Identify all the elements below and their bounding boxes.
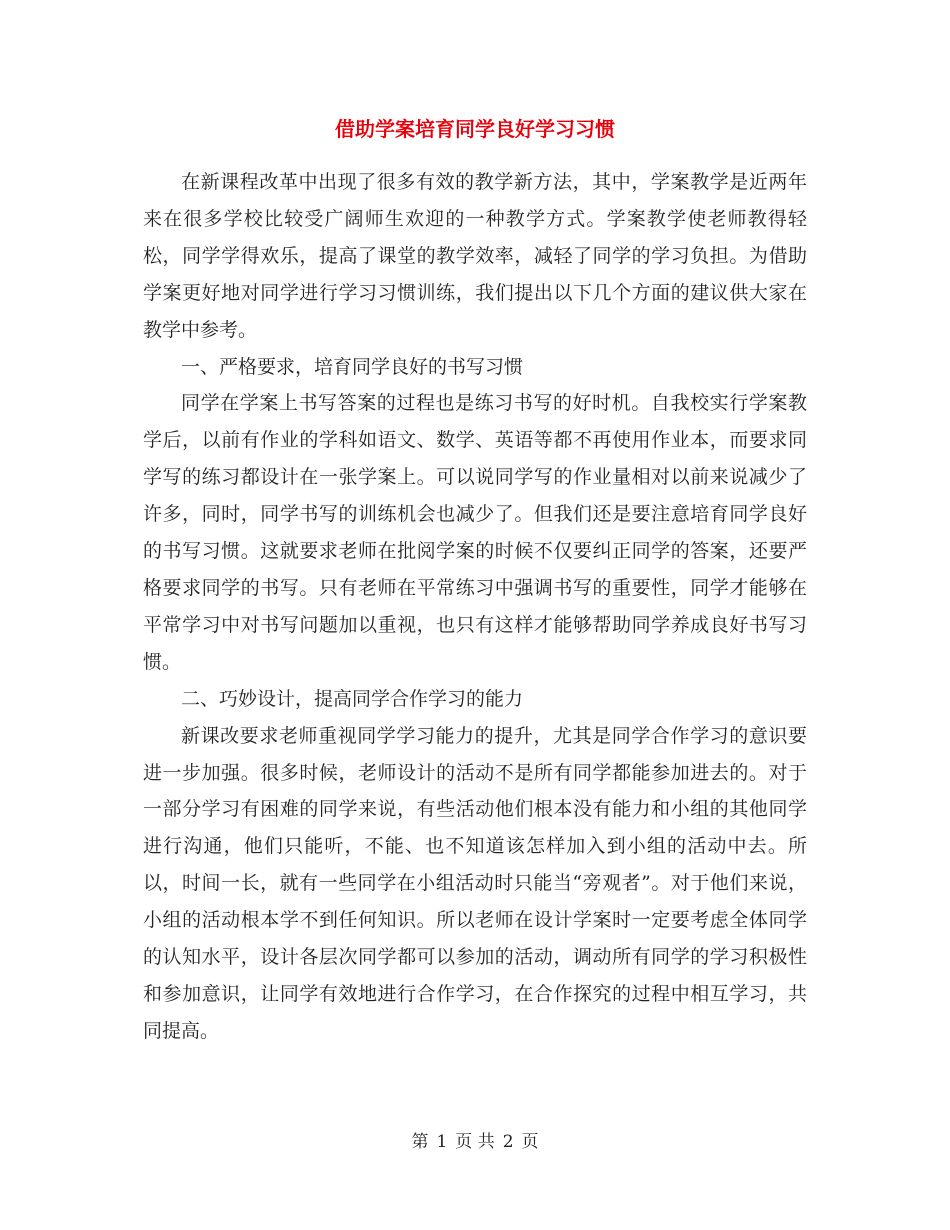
paragraph-section-1: 同学在学案上书写答案的过程也是练习书写的好时机。自我校实行学案教学后，以前有作业的学科如语文、数学、英语等都不再使用作业本，而要求同学写的练习都设计在一张学案上。可以说同学写的作业量相对以前来说减少了许多，同时，同学书写的训练机会也减少了。但我们还是要注意培育同学良好的书写习惯。这就要求老师在批阅学案的时候不仅要纠正同学的答案，还要严格要求同学的书写。只有老师在平常练习中强调书写的重要性，同学才能够在平常学习中对书写问题加以重视，也只有这样才能够帮助同学养成良好书写习惯。: [143, 392, 807, 673]
section-heading-1: 一、严格要求，培育同学良好的书写习惯: [181, 355, 524, 378]
footer-page-number: 1: [436, 1132, 448, 1152]
footer-prefix: 第: [411, 1132, 429, 1152]
footer-total-pages: 2: [502, 1132, 514, 1152]
page-footer: [0, 1128, 950, 1156]
section-heading-2: 二、巧妙设计，提高同学合作学习的能力: [181, 687, 524, 710]
paragraph-intro: 在新课程改革中出现了很多有效的教学新方法，其中，学案教学是近两年来在很多学校比较受广阔师生欢迎的一种教学方式。学案教学使老师教得轻松，同学学得欢乐，提高了课堂的教学效率，减轻了同学的学习负担。为借助学案更好地对同学进行学习习惯训练，我们提出以下几个方面的建议供大家在教学中参考。: [143, 171, 807, 341]
paragraph-section-2: 新课改要求老师重视同学学习能力的提升，尤其是同学合作学习的意识要进一步加强。很多时候，老师设计的活动不是所有同学都能参加进去的。对于一部分学习有困难的同学来说，有些活动他们根本没有能力和小组的其他同学进行沟通，他们只能听，不能、也不知道该怎样加入到小组的活动中去。所以，时间一长，就有一些同学在小组活动时只能当“旁观者”。对于他们来说，小组的活动根本学不到任何知识。所以老师在设计学案时一定要考虑全体同学的认知水平，设计各层次同学都可以参加的活动，调动所有同学的学习积极性和参加意识，让同学有效地进行合作学习，在合作探究的过程中相互学习，共同提高。: [143, 724, 807, 1042]
document-body: [143, 164, 807, 1050]
footer-middle: 页 共: [455, 1132, 495, 1152]
document-title: 借助学案培育同学良好学习习惯: [335, 117, 615, 141]
footer-suffix: 页: [521, 1132, 539, 1152]
